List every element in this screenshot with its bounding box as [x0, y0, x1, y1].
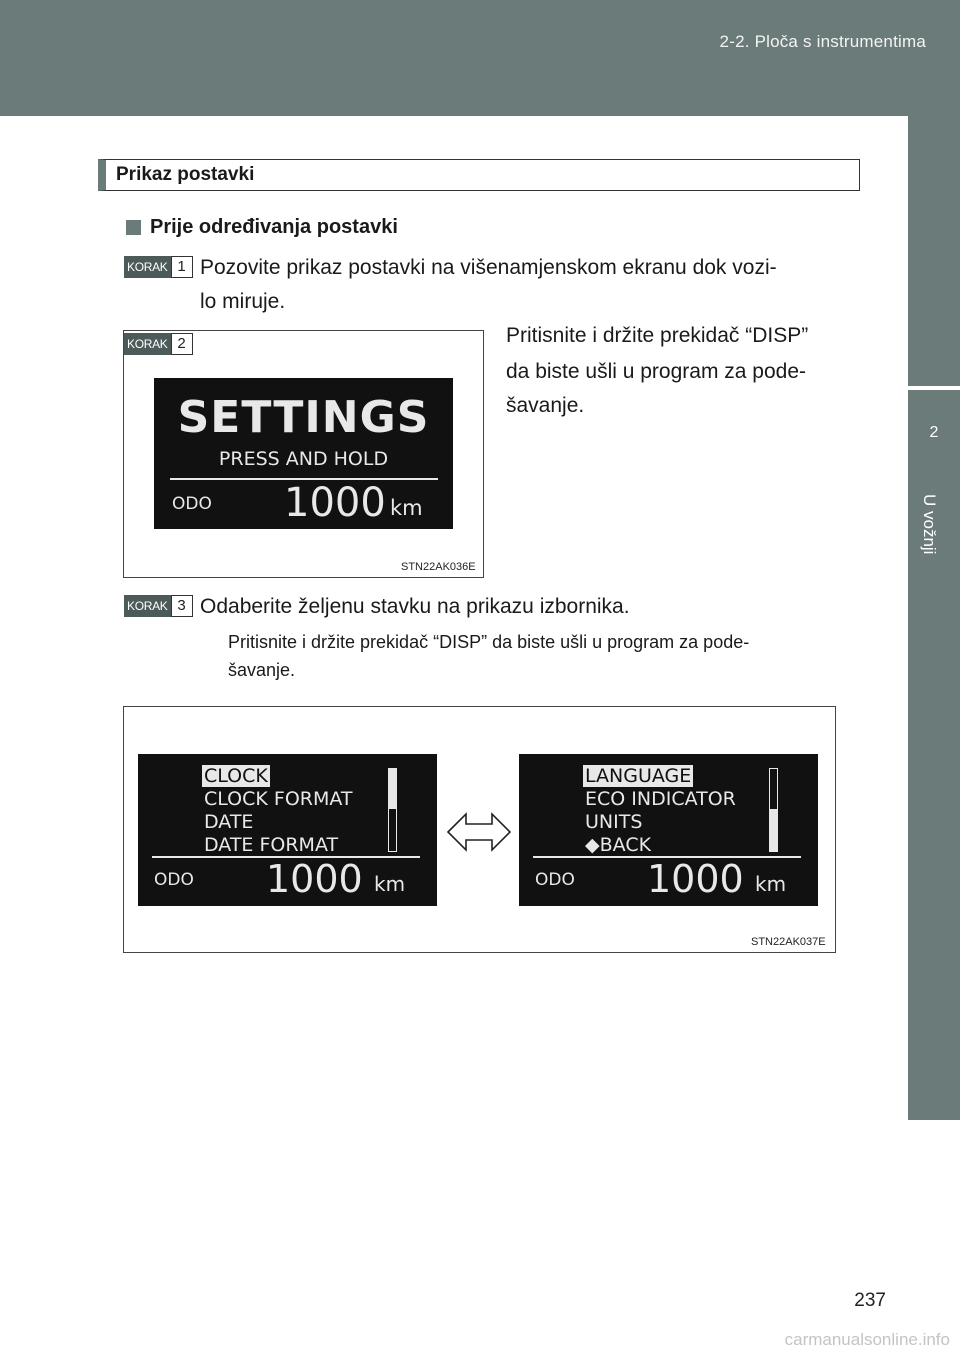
lcd-subtitle: PRESS AND HOLD — [218, 448, 389, 470]
step-badge-3 — [124, 595, 193, 617]
step-1-line-2: lo miruje. — [200, 290, 286, 313]
header-band — [0, 0, 960, 116]
step-badge-number: 1 — [171, 256, 193, 278]
step-1-line-1: Pozovite prikaz postavki na višenamjenskom ekranu dok vozi- — [200, 256, 777, 279]
step-badge-word: KORAK — [124, 595, 171, 617]
chapter-section-title: 2-2. Ploča s instrumentima — [719, 32, 926, 51]
menu-item-selected: CLOCK — [204, 765, 268, 787]
menu-item-back — [585, 834, 651, 856]
chapter-name: U vožnji — [920, 494, 939, 555]
odo-unit: km — [390, 496, 423, 520]
watermark: carmanualsonline.info — [784, 1330, 950, 1349]
page-number: 237 — [854, 1290, 886, 1311]
odo-label: ODO — [535, 870, 575, 890]
step-2-line-3: šavanje. — [506, 394, 585, 417]
menu-item: DATE FORMAT — [204, 834, 339, 856]
scrollbar-track — [769, 768, 778, 810]
figure-code: STN22AK036E — [401, 561, 476, 573]
scrollbar-thumb — [388, 768, 397, 808]
chapter-number: 2 — [929, 424, 939, 441]
menu-item-selected: LANGUAGE — [585, 765, 692, 787]
scrollbar-thumb — [769, 810, 778, 852]
odo-label: ODO — [172, 494, 212, 514]
lcd-settings-screen — [154, 378, 453, 529]
step-3-note-line-1: Pritisnite i držite prekidač “DISP” da biste ušli u program za pode- — [228, 632, 750, 652]
step-badge-1 — [124, 256, 193, 278]
step-badge-2 — [124, 333, 193, 355]
step-2-line-1: Pritisnite i držite prekidač “DISP” — [506, 324, 809, 347]
subsection-heading: Prije određivanja postavki — [150, 216, 398, 238]
square-bullet-icon — [126, 220, 141, 235]
step-2-line-2: da biste ušli u program za pode- — [506, 360, 806, 383]
section-heading: Prikaz postavki — [116, 164, 255, 185]
odo-value: 1000 — [647, 857, 744, 901]
side-tab-divider — [908, 386, 960, 390]
lcd-menu-right — [519, 754, 818, 906]
odo-unit: km — [374, 872, 406, 896]
odo-value: 1000 — [284, 480, 386, 526]
menu-item: DATE — [204, 811, 254, 833]
odo-value: 1000 — [266, 857, 363, 901]
menu-item: ECO INDICATOR — [585, 788, 736, 810]
menu-item-label: BACK — [599, 834, 652, 856]
step-3-line-1: Odaberite željenu stavku na prikazu izbornika. — [200, 595, 630, 618]
menu-item: CLOCK FORMAT — [204, 788, 353, 810]
step-badge-number: 2 — [171, 333, 193, 355]
step-badge-number: 3 — [171, 595, 193, 617]
double-arrow-icon — [446, 810, 512, 854]
step-badge-word: KORAK — [124, 333, 171, 355]
step-badge-word: KORAK — [124, 256, 171, 278]
odo-label: ODO — [154, 870, 194, 890]
lcd-menu-left — [138, 754, 437, 906]
figure-code: STN22AK037E — [751, 936, 826, 948]
odo-unit: km — [755, 872, 787, 896]
back-arrow-icon: ◆ — [585, 834, 600, 856]
menu-item: UNITS — [585, 811, 643, 833]
step-3-note-line-2: šavanje. — [228, 660, 296, 680]
lcd-title: SETTINGS — [177, 392, 430, 443]
scrollbar-track — [388, 808, 397, 852]
side-tab — [908, 116, 960, 1120]
